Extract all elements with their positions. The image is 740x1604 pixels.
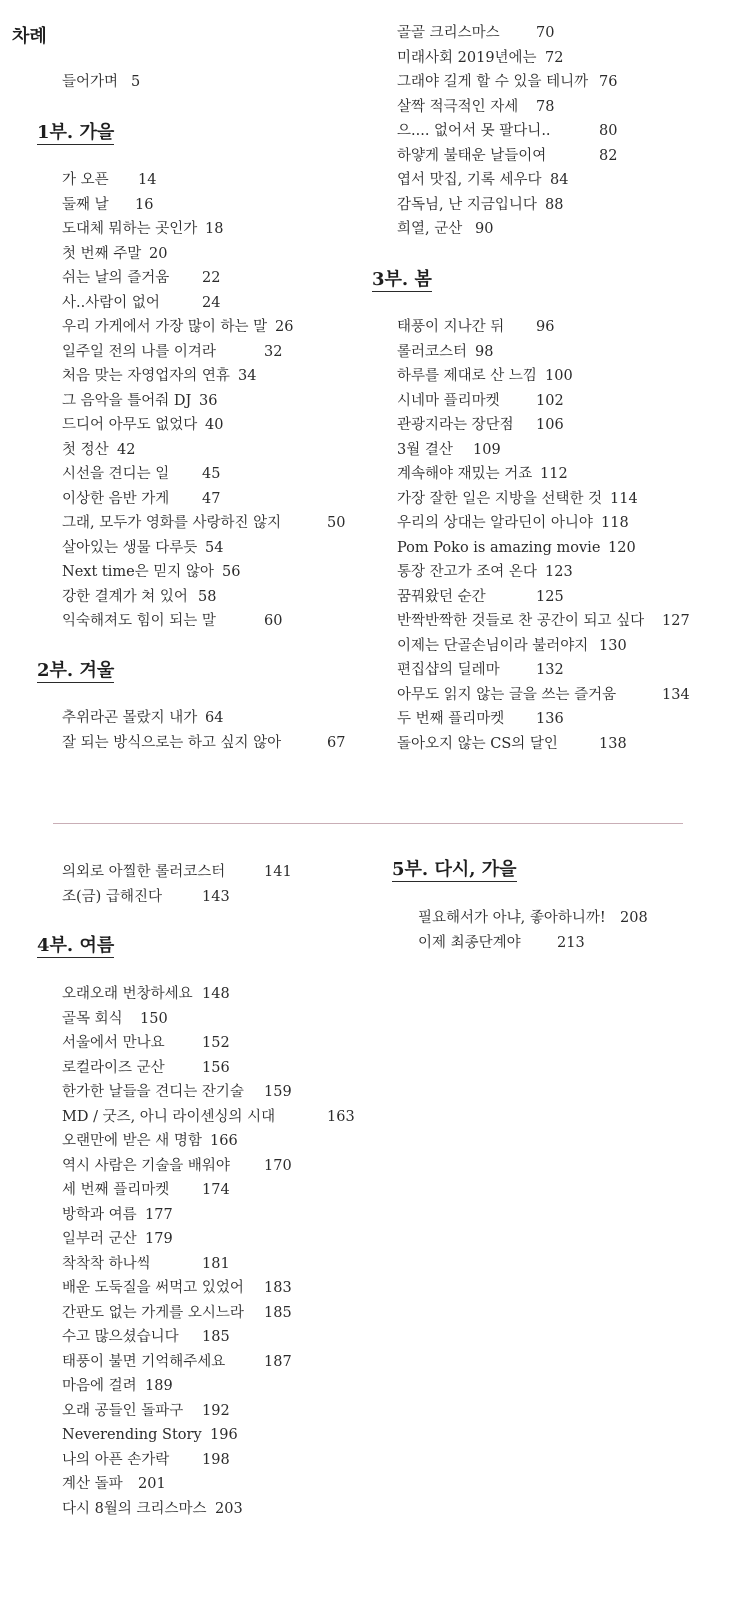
part2-heading: 2부. 겨울 [37, 660, 115, 681]
entry-label: 희열, 군산 [397, 221, 463, 237]
entry-label: 우리의 상대는 알라딘이 아니야 [397, 515, 593, 531]
toc-entry [62, 611, 283, 631]
entry-page: 166 [210, 1133, 238, 1149]
toc-entry [418, 908, 648, 928]
entry-page: 98 [475, 343, 494, 360]
entry-label: MD / 굿즈, 아니 라이센싱의 시대 [62, 1108, 276, 1125]
entry-label: Next time은 믿지 않아 [62, 564, 214, 580]
toc-entry [62, 219, 224, 239]
entry-page: 185 [202, 1329, 230, 1345]
toc-entry [62, 708, 224, 728]
entry-label: 그래야 길게 할 수 있을 테니까 [397, 74, 589, 90]
entry-page: 187 [264, 1353, 292, 1370]
entry-label: 편집샵의 딜레마 [397, 662, 500, 678]
toc-entry [62, 170, 157, 190]
entry-label: 살아있는 생물 다루듯 [62, 539, 198, 556]
toc-entry [397, 391, 564, 411]
toc-entry [62, 733, 346, 753]
entry-label: 돌아오지 않는 CS의 달인 [397, 735, 558, 752]
entry-page: 134 [662, 686, 690, 703]
toc-entry [397, 366, 573, 386]
entry-page: 60 [264, 613, 283, 629]
entry-page: 18 [205, 221, 224, 237]
toc-entry-intro [62, 72, 141, 92]
entry-page: 58 [198, 588, 217, 605]
toc-entry [62, 1499, 243, 1519]
entry-label: 첫 번째 주말 [62, 245, 142, 262]
entry-page: 90 [475, 221, 494, 237]
entry-page: 5 [131, 74, 141, 90]
part4-heading: 4부. 여름 [37, 935, 115, 956]
toc-entry [62, 1009, 168, 1029]
entry-label: 한가한 날들을 견디는 잔기술 [62, 1084, 244, 1100]
entry-page: 102 [536, 392, 564, 409]
toc-entry [62, 1107, 355, 1127]
entry-label: 3월 결산 [397, 441, 453, 458]
toc-entry [418, 933, 585, 953]
entry-label: 의외로 아찔한 롤러코스터 [62, 864, 226, 880]
entry-label: 계속해야 재밌는 거죠 [397, 466, 533, 482]
entry-label: 시선을 견디는 일 [62, 466, 170, 482]
entry-label: 로컬라이즈 군산 [62, 1059, 165, 1076]
toc-entry [62, 1156, 292, 1176]
entry-label: 다시 8월의 크리스마스 [62, 1500, 207, 1517]
entry-label: 착착착 하나씩 [62, 1255, 151, 1272]
entry-page: 141 [264, 864, 292, 880]
toc-entry [62, 1376, 173, 1396]
entry-label: 방학과 여름 [62, 1206, 137, 1223]
entry-page: 152 [202, 1035, 230, 1051]
entry-label: 아무도 읽지 않는 글을 쓰는 즐거움 [397, 686, 617, 703]
entry-page: 45 [202, 466, 221, 482]
toc-entry [397, 440, 501, 460]
toc-entry [62, 538, 224, 558]
entry-label: 추위라곤 몰랐지 내가 [62, 710, 198, 726]
toc-entry [62, 440, 136, 460]
toc-entry [397, 489, 638, 509]
entry-page: 67 [327, 734, 346, 751]
entry-label: 통장 잔고가 조여 온다 [397, 564, 537, 580]
toc-entry [62, 1205, 173, 1225]
toc-entry [397, 317, 555, 337]
toc-entry [397, 636, 627, 656]
entry-label: 오래 공들인 돌파구 [62, 1402, 184, 1419]
entry-page: 26 [275, 319, 294, 335]
entry-page: 170 [264, 1157, 292, 1174]
entry-page: 34 [238, 368, 257, 384]
toc-entry [397, 685, 690, 705]
entry-label: 익숙해져도 힘이 되는 말 [62, 613, 216, 629]
toc-entry [62, 293, 221, 313]
entry-label: 둘째 날 [62, 196, 109, 213]
entry-page: 192 [202, 1402, 230, 1419]
entry-label: Pom Poko is amazing movie [397, 539, 601, 556]
page-divider [53, 823, 683, 824]
entry-page: 120 [608, 539, 636, 556]
part3-heading: 3부. 봄 [372, 269, 432, 290]
entry-label: 태풍이 불면 기억해주세요 [62, 1353, 226, 1370]
entry-page: 109 [473, 441, 501, 458]
entry-label: 간판도 없는 가게를 오시느라 [62, 1304, 244, 1321]
entry-page: 156 [202, 1059, 230, 1076]
entry-page: 100 [545, 368, 573, 384]
entry-page: 40 [205, 417, 224, 433]
toc-entry [62, 1058, 230, 1078]
entry-page: 14 [138, 172, 157, 188]
toc-entry [62, 489, 221, 509]
entry-label: 시네마 플리마켓 [397, 392, 500, 409]
entry-page: 76 [599, 74, 618, 90]
toc-entry [397, 48, 564, 68]
entry-page: 198 [202, 1451, 230, 1468]
toc-entry [397, 121, 618, 141]
entry-page: 174 [202, 1182, 230, 1198]
toc-entry [62, 887, 230, 907]
entry-page: 56 [222, 564, 241, 580]
entry-label: 조(금) 급해진다 [62, 888, 162, 905]
toc-entry [62, 1082, 292, 1102]
entry-page: 163 [327, 1108, 355, 1125]
toc-entry [62, 391, 218, 411]
entry-label: 엽서 맛집, 기록 세우다 [397, 172, 542, 188]
toc-entry [62, 1180, 230, 1200]
entry-label: 역시 사람은 기술을 배워야 [62, 1157, 230, 1174]
entry-label: 도대체 뭐하는 곳인가 [62, 221, 198, 237]
entry-page: 20 [149, 245, 168, 262]
entry-label: 이제 최종단계야 [418, 934, 521, 951]
entry-label: 잘 되는 방식으로는 하고 싶지 않아 [62, 734, 282, 751]
entry-label: 배운 도둑질을 써먹고 있었어 [62, 1280, 244, 1296]
toc-entry [62, 342, 283, 362]
toc-entry [397, 562, 573, 582]
entry-page: 179 [145, 1231, 173, 1247]
entry-label: 가장 잘한 일은 지방을 선택한 것 [397, 490, 603, 507]
entry-page: 130 [599, 637, 627, 654]
entry-page: 143 [202, 888, 230, 905]
toc-entry [62, 1401, 230, 1421]
entry-label: 하루를 제대로 산 느낌 [397, 368, 537, 384]
toc-entry [62, 195, 154, 215]
toc-entry [62, 1425, 238, 1445]
entry-label: 우리 가게에서 가장 많이 하는 말 [62, 319, 268, 335]
entry-page: 208 [620, 910, 648, 926]
entry-label: 들어가며 [62, 74, 119, 90]
toc-entry [62, 317, 294, 337]
entry-label: 가 오픈 [62, 172, 109, 188]
toc-entry [397, 513, 629, 533]
entry-page: 32 [264, 343, 283, 360]
toc-entry [397, 23, 555, 43]
entry-label: 미래사회 2019년에는 [397, 49, 537, 66]
entry-page: 54 [205, 539, 224, 556]
toc-entry [62, 1474, 166, 1494]
entry-page: 78 [536, 98, 555, 115]
toc-title: 차례 [12, 26, 47, 47]
entry-page: 132 [536, 662, 564, 678]
entry-page: 112 [540, 466, 568, 482]
toc-entry [397, 146, 618, 166]
toc-entry [397, 415, 564, 435]
entry-label: 처음 맞는 자영업자의 연휴 [62, 368, 230, 384]
entry-page: 159 [264, 1084, 292, 1100]
entry-page: 82 [599, 147, 618, 164]
entry-label: 일부러 군산 [62, 1231, 137, 1247]
entry-label: 첫 정산 [62, 441, 109, 458]
entry-label: 으.... 없어서 못 팔다니.. [397, 123, 551, 139]
toc-entry [397, 342, 494, 362]
entry-label: 마음에 걸려 [62, 1378, 137, 1394]
toc-entry [397, 464, 568, 484]
entry-label: 오래오래 번창하세요 [62, 986, 193, 1002]
entry-label: 이상한 음반 가게 [62, 490, 170, 507]
entry-label: 두 번째 플리마켓 [397, 711, 505, 727]
entry-page: 181 [202, 1255, 230, 1272]
entry-page: 106 [536, 417, 564, 433]
part5-heading: 5부. 다시, 가을 [392, 859, 517, 880]
toc-entry [397, 587, 564, 607]
toc-entry [397, 170, 569, 190]
entry-label: 그래, 모두가 영화를 사랑하진 않지 [62, 515, 282, 531]
toc-entry [62, 244, 168, 264]
entry-page: 148 [202, 986, 230, 1002]
toc-entry [62, 1327, 230, 1347]
entry-page: 125 [536, 588, 564, 605]
entry-label: 꿈꿔왔던 순간 [397, 588, 486, 605]
toc-entry [62, 415, 224, 435]
toc-entry [62, 862, 292, 882]
toc-entry [62, 366, 257, 386]
entry-label: 서울에서 만나요 [62, 1035, 165, 1051]
entry-label: 오랜만에 받은 새 명함 [62, 1133, 202, 1149]
toc-entry [62, 984, 230, 1004]
entry-page: 50 [327, 515, 346, 531]
entry-label: 관광지라는 장단점 [397, 417, 514, 433]
entry-label: 수고 많으셨습니다 [62, 1329, 179, 1345]
entry-page: 138 [599, 735, 627, 752]
part1-heading: 1부. 가을 [37, 122, 115, 143]
entry-page: 203 [215, 1500, 243, 1517]
toc-entry [397, 97, 555, 117]
entry-label: 일주일 전의 나를 이겨라 [62, 343, 216, 360]
entry-page: 177 [145, 1206, 173, 1223]
entry-page: 213 [557, 934, 585, 951]
entry-page: 185 [264, 1304, 292, 1321]
entry-label: 살짝 적극적인 자세 [397, 98, 519, 115]
entry-page: 136 [536, 711, 564, 727]
entry-page: 84 [550, 172, 569, 188]
toc-entry [62, 562, 241, 582]
toc-entry [397, 219, 494, 239]
toc-entry [62, 513, 346, 533]
entry-page: 123 [545, 564, 573, 580]
entry-page: 118 [601, 515, 629, 531]
entry-label: 드디어 아무도 없었다 [62, 417, 198, 433]
toc-entry [397, 72, 618, 92]
entry-label: 골골 크리스마스 [397, 25, 500, 41]
toc-entry [62, 1254, 230, 1274]
entry-label: 강한 결계가 쳐 있어 [62, 588, 188, 605]
entry-page: 196 [210, 1427, 238, 1443]
entry-page: 72 [545, 49, 564, 66]
toc-entry [62, 587, 217, 607]
toc-entry [62, 1352, 292, 1372]
toc-entry [62, 1303, 292, 1323]
toc-entry [397, 195, 564, 215]
entry-page: 96 [536, 319, 555, 335]
toc-entry [62, 1131, 238, 1151]
entry-label: 하얗게 불태운 날들이여 [397, 147, 547, 164]
toc-entry [62, 464, 221, 484]
toc-entry [397, 660, 564, 680]
entry-page: 183 [264, 1280, 292, 1296]
entry-page: 24 [202, 294, 221, 311]
toc-entry [397, 611, 690, 631]
entry-page: 150 [140, 1010, 168, 1027]
entry-label: 그 음악을 틀어줘 DJ [62, 392, 192, 409]
toc-entry [397, 538, 636, 558]
toc-entry [62, 1278, 292, 1298]
toc-entry [397, 709, 564, 729]
entry-page: 70 [536, 25, 555, 41]
toc-entry [62, 1229, 173, 1249]
entry-page: 80 [599, 123, 618, 139]
entry-label: 세 번째 플리마켓 [62, 1182, 170, 1198]
entry-label: 골목 회식 [62, 1010, 123, 1027]
entry-page: 36 [199, 392, 218, 409]
entry-page: 88 [545, 196, 564, 213]
entry-label: 감독님, 난 지금입니다 [397, 196, 537, 213]
entry-page: 64 [205, 710, 224, 726]
entry-label: 태풍이 지나간 뒤 [397, 319, 505, 335]
entry-page: 42 [117, 441, 136, 458]
entry-page: 22 [202, 270, 221, 286]
toc-entry [62, 268, 221, 288]
entry-page: 127 [662, 613, 690, 629]
entry-page: 189 [145, 1378, 173, 1394]
toc-entry [62, 1450, 230, 1470]
entry-label: 계산 돌파 [62, 1476, 123, 1492]
entry-label: 필요해서가 아냐, 좋아하니까! [418, 910, 606, 926]
entry-label: 나의 아픈 손가락 [62, 1451, 170, 1468]
entry-label: 이제는 단골손님이라 불러야지 [397, 637, 589, 654]
entry-page: 114 [610, 490, 638, 507]
entry-page: 16 [135, 196, 154, 213]
toc-entry [62, 1033, 230, 1053]
toc-entry [397, 734, 627, 754]
entry-label: 반짝반짝한 것들로 찬 공간이 되고 싶다 [397, 613, 645, 629]
entry-label: 사..사람이 없어 [62, 294, 160, 311]
entry-label: Neverending Story [62, 1427, 202, 1443]
entry-label: 롤러코스터 [397, 343, 468, 360]
entry-page: 47 [202, 490, 221, 507]
entry-page: 201 [138, 1476, 166, 1492]
entry-label: 쉬는 날의 즐거움 [62, 270, 170, 286]
